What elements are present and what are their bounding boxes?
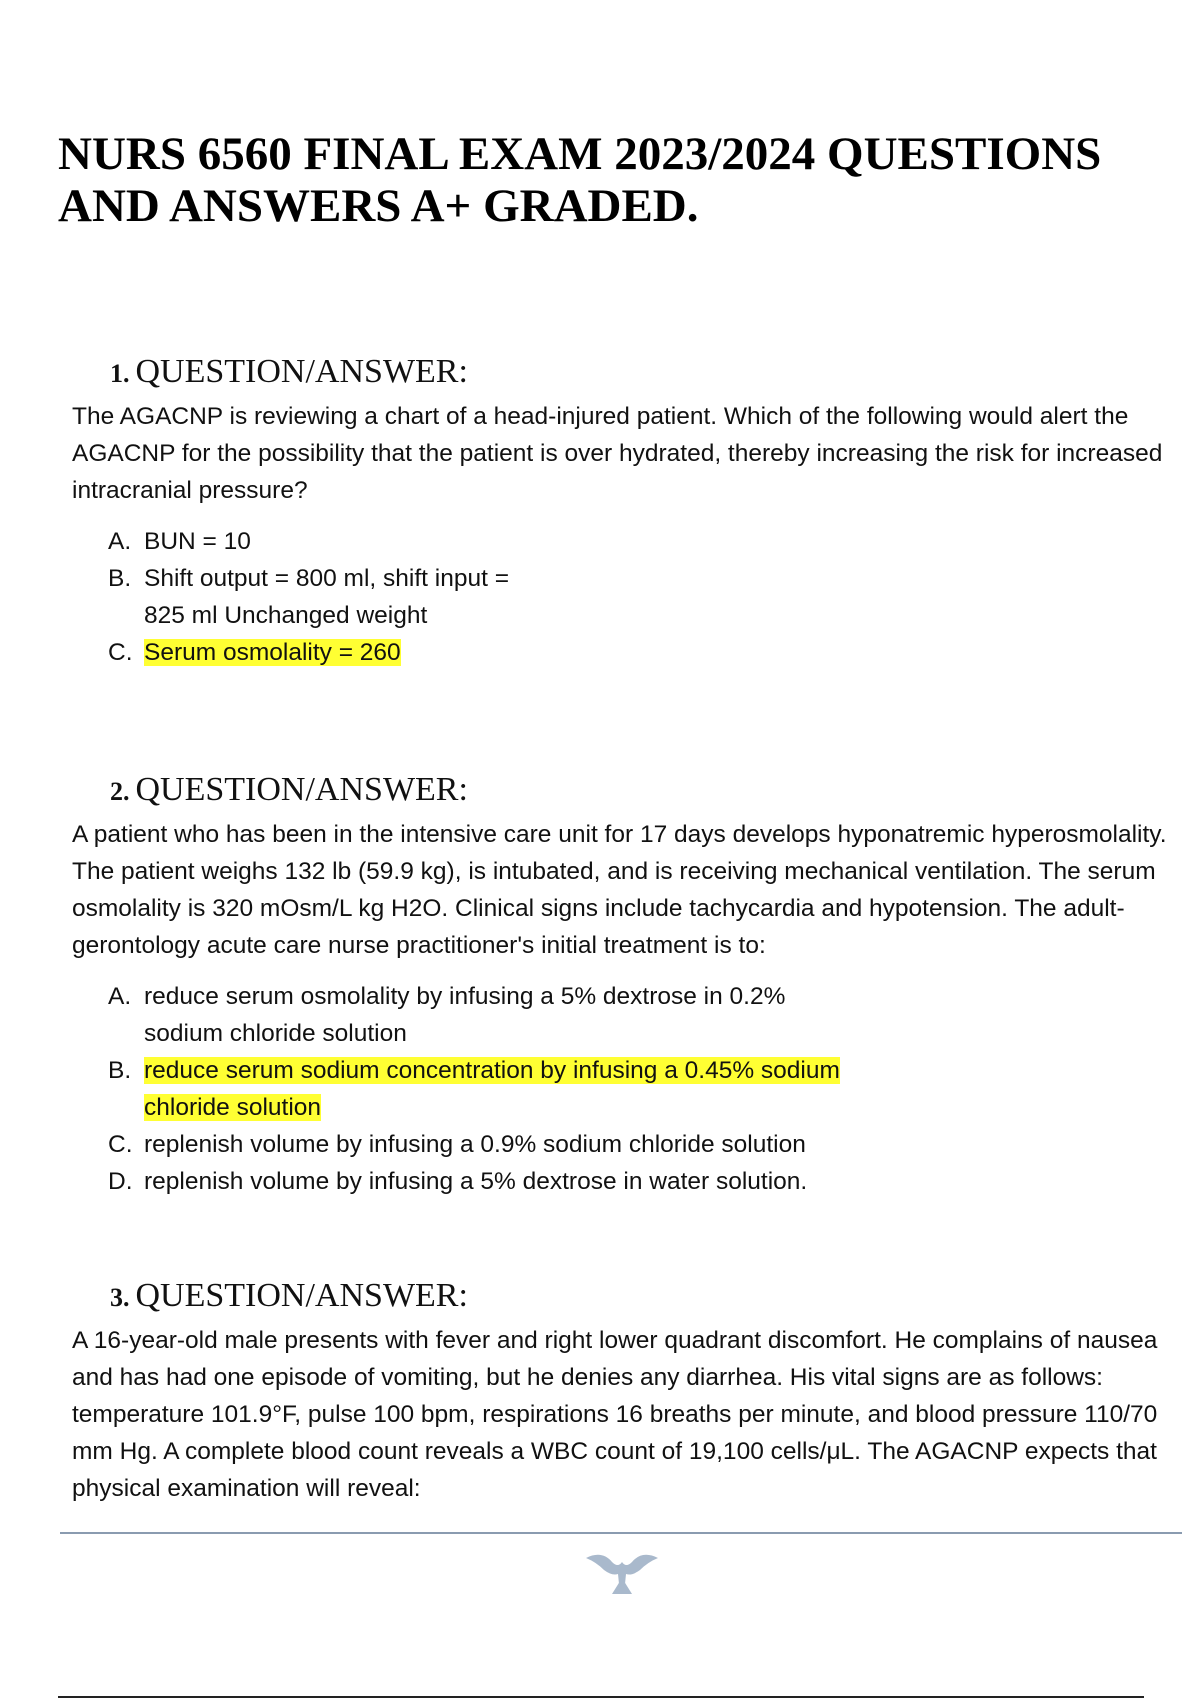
option-letter: A. — [108, 983, 132, 1010]
question-heading — [110, 352, 1172, 394]
option-letter: B. — [108, 1057, 132, 1084]
option-text: BUN = 10 — [144, 528, 251, 555]
answer-option-b-correct — [108, 1052, 1172, 1126]
footer-divider — [60, 1532, 1182, 1534]
answer-options — [108, 523, 1172, 671]
answer-option-d — [108, 1163, 1172, 1200]
answer-option-c-correct — [108, 634, 1172, 671]
option-letter: D. — [108, 1168, 133, 1195]
question-text: The AGACNP is reviewing a chart of a head-injured patient. Which of the following would alert the AGACNP for the possibility that the patient is over hydrated, thereby increasing the risk for increased intracranial pressure? — [72, 403, 1163, 504]
option-text: replenish volume by infusing a 0.9% sodium chloride solution — [144, 1131, 806, 1158]
page-bottom-rule — [58, 1696, 1144, 1698]
question-heading-label: QUESTION/ANSWER: — [135, 771, 468, 808]
option-letter: A. — [108, 528, 132, 555]
answer-option-a — [108, 978, 1172, 1052]
answer-option-c — [108, 1126, 1172, 1163]
question-3 — [72, 1276, 1172, 1507]
document-title: NURS 6560 FINAL EXAM 2023/2024 QUESTIONS AND ANSWERS A+ GRADED. — [58, 128, 1102, 232]
correct-answer-highlight: Serum osmolality = 260 — [144, 639, 401, 666]
option-text: reduce serum osmolality by infusing a 5% dextrose in 0.2% sodium chloride solution — [144, 983, 786, 1047]
question-text: A patient who has been in the intensive care unit for 17 days develops hyponatremic hyperosmolality. The patient weighs 132 lb (59.9 kg), is intubated, and is receiving mechanical ventilation. The serum osmolality is 320 mOsm/L kg H2O. Clinical signs include tachycardia and hypotension. The adult-gerontology acute care nurse practitioner's initial treatment is to: — [72, 821, 1167, 959]
question-number: 1. — [110, 359, 130, 388]
option-letter: C. — [108, 1131, 133, 1158]
option-text: Shift output = 800 ml, shift input = 825 ml Unchanged weight — [144, 565, 509, 629]
question-text: A 16-year-old male presents with fever and right lower quadrant discomfort. He complains of nausea and has had one episode of vomiting, but he denies any diarrhea. His vital signs are as follows: temperature 101.9°F, pulse 100 bpm, respirations 16 breaths per minute, and blood pressure 110/70 mm Hg. A complete blood count reveals a WBC count of 19,100 cells/μL. The AGACNP expects that physical examination will reveal: — [72, 1327, 1158, 1502]
option-letter: B. — [108, 565, 132, 592]
question-2 — [72, 770, 1172, 1200]
question-number: 2. — [110, 777, 130, 806]
answer-option-b — [108, 560, 1172, 634]
answer-option-a — [108, 523, 1172, 560]
watermark-logo-icon — [582, 1548, 662, 1608]
correct-answer-highlight: reduce serum sodium concentration by infusing a 0.45% sodium chloride solution — [144, 1057, 840, 1121]
question-heading — [110, 1276, 1172, 1318]
question-number: 3. — [110, 1283, 130, 1312]
option-text: replenish volume by infusing a 5% dextrose in water solution. — [144, 1168, 808, 1195]
question-heading-label: QUESTION/ANSWER: — [135, 1277, 468, 1314]
question-1 — [72, 352, 1172, 671]
answer-options — [108, 978, 1172, 1200]
option-letter: C. — [108, 639, 133, 666]
question-heading — [110, 770, 1172, 812]
question-heading-label: QUESTION/ANSWER: — [135, 353, 468, 390]
